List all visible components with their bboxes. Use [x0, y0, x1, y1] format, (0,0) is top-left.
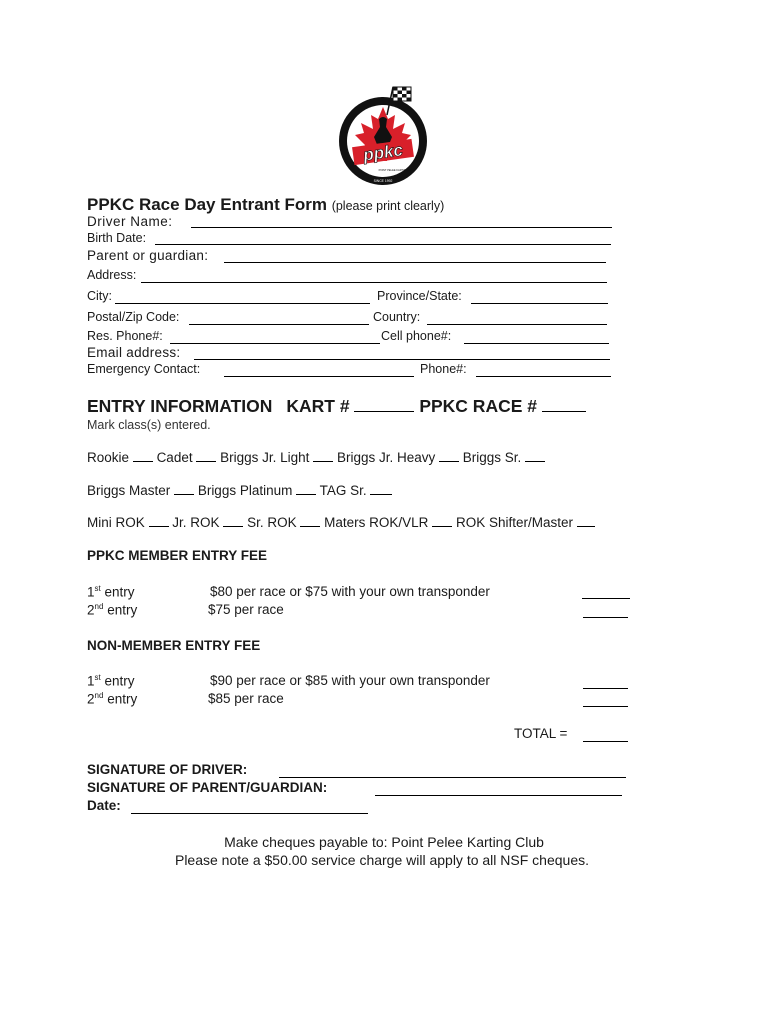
mark-classes-note: Mark class(s) entered. [87, 418, 211, 432]
nonmember-fee-heading: NON-MEMBER ENTRY FEE [87, 638, 261, 653]
nsf-note: Please note a $50.00 service charge will apply to all NSF cheques. [174, 852, 589, 868]
parent-label: Parent or guardian: [87, 248, 209, 263]
email-label: Email address: [87, 345, 181, 360]
total-amount-field[interactable] [583, 741, 628, 742]
member-entry-1: 1st entry [87, 584, 135, 600]
class-sr-rok-mark[interactable] [300, 525, 320, 527]
class-jr-rok-mark[interactable] [223, 525, 243, 527]
race-label: PPKC RACE # [419, 396, 537, 416]
parent-signature-field[interactable] [375, 795, 622, 796]
birth-date-field[interactable] [155, 244, 611, 245]
class-cadet: Cadet [156, 450, 193, 465]
address-field[interactable] [141, 282, 607, 283]
logo-text: ppkc [362, 140, 405, 165]
logo-ring-top: POINT PELEE KARTING CLUB [378, 169, 416, 172]
class-rok-shifter: ROK Shifter/Master [455, 515, 573, 530]
class-maters-rok-mark[interactable] [432, 525, 452, 527]
member-entry-1-fee: $80 per race or $75 with your own transponder [210, 584, 490, 599]
logo-ring-bottom: SINCE 1992 [373, 179, 393, 183]
class-mini-rok-mark[interactable] [149, 525, 169, 527]
race-number-field[interactable] [542, 410, 586, 412]
parent-signature-label: SIGNATURE OF PARENT/GUARDIAN: [87, 780, 328, 795]
country-label: Country: [373, 310, 421, 324]
class-briggs-jr-heavy: Briggs Jr. Heavy [336, 450, 436, 465]
member-entry-2-amount[interactable] [583, 617, 628, 618]
res-phone-field[interactable] [170, 343, 380, 344]
email-field[interactable] [194, 359, 610, 360]
parent-field[interactable] [224, 262, 606, 263]
class-rookie-mark[interactable] [133, 460, 153, 462]
city-field[interactable] [115, 303, 370, 304]
class-briggs-sr: Briggs Sr. [462, 450, 522, 465]
class-row-1 [87, 450, 545, 465]
nonmember-entry-2: 2nd entry [87, 691, 138, 707]
class-cadet-mark[interactable] [196, 460, 216, 462]
class-jr-rok: Jr. ROK [172, 515, 220, 530]
postal-field[interactable] [189, 324, 369, 325]
ppkc-logo [335, 85, 431, 189]
total-label: TOTAL = [514, 726, 568, 741]
class-briggs-jr-heavy-mark[interactable] [439, 460, 459, 462]
class-row-2 [87, 483, 392, 498]
driver-signature-label: SIGNATURE OF DRIVER: [87, 762, 248, 777]
kart-label: KART # [286, 396, 350, 416]
res-phone-label: Res. Phone#: [87, 329, 163, 343]
member-entry-2-fee: $75 per race [208, 602, 284, 617]
nonmember-entry-1: 1st entry [87, 673, 135, 689]
class-briggs-sr-mark[interactable] [525, 460, 545, 462]
cell-phone-field[interactable] [464, 343, 609, 344]
province-field[interactable] [471, 303, 608, 304]
nonmember-entry-1-fee: $90 per race or $85 with your own transponder [210, 673, 490, 688]
entry-info-heading: ENTRY INFORMATION KART # PPKC RACE # [87, 396, 586, 417]
class-tag-sr: TAG Sr. [319, 483, 367, 498]
kart-number-field[interactable] [354, 410, 414, 412]
driver-signature-field[interactable] [279, 777, 626, 778]
class-maters-rok: Maters ROK/VLR [324, 515, 429, 530]
nonmember-entry-2-amount[interactable] [583, 706, 628, 707]
phone-label: Phone#: [420, 362, 467, 376]
class-sr-rok: Sr. ROK [247, 515, 297, 530]
member-entry-1-amount[interactable] [582, 598, 630, 599]
nonmember-entry-2-fee: $85 per race [208, 691, 284, 706]
phone-field[interactable] [476, 376, 611, 377]
birth-date-label: Birth Date: [87, 231, 147, 245]
class-tag-sr-mark[interactable] [370, 493, 392, 495]
country-field[interactable] [427, 324, 607, 325]
member-fee-heading: PPKC MEMBER ENTRY FEE [87, 548, 268, 563]
class-briggs-jr-light-mark[interactable] [313, 460, 333, 462]
class-rookie: Rookie [87, 450, 130, 465]
class-briggs-jr-light: Briggs Jr. Light [220, 450, 310, 465]
driver-name-field[interactable] [191, 227, 612, 228]
date-label: Date: [87, 798, 121, 813]
class-briggs-platinum: Briggs Platinum [197, 483, 293, 498]
address-label: Address: [87, 268, 137, 282]
class-mini-rok: Mini ROK [87, 515, 145, 530]
emergency-label: Emergency Contact: [87, 362, 201, 376]
title-note: (please print clearly) [331, 199, 445, 213]
class-briggs-platinum-mark[interactable] [296, 493, 316, 495]
class-briggs-master: Briggs Master [87, 483, 171, 498]
form-title: PPKC Race Day Entrant Form (please print clearly) [87, 195, 445, 214]
date-field[interactable] [131, 813, 368, 814]
class-row-3 [87, 515, 595, 530]
city-label: City: [87, 289, 112, 303]
emergency-field[interactable] [224, 376, 414, 377]
nonmember-entry-1-amount[interactable] [583, 688, 628, 689]
province-label: Province/State: [377, 289, 462, 303]
member-entry-2: 2nd entry [87, 602, 138, 618]
class-briggs-master-mark[interactable] [174, 493, 194, 495]
driver-name-label: Driver Name: [87, 214, 173, 229]
class-rok-shifter-mark[interactable] [577, 525, 595, 527]
postal-label: Postal/Zip Code: [87, 310, 180, 324]
cheque-note: Make cheques payable to: Point Pelee Karting Club [224, 834, 544, 850]
cell-phone-label: Cell phone#: [381, 329, 452, 343]
